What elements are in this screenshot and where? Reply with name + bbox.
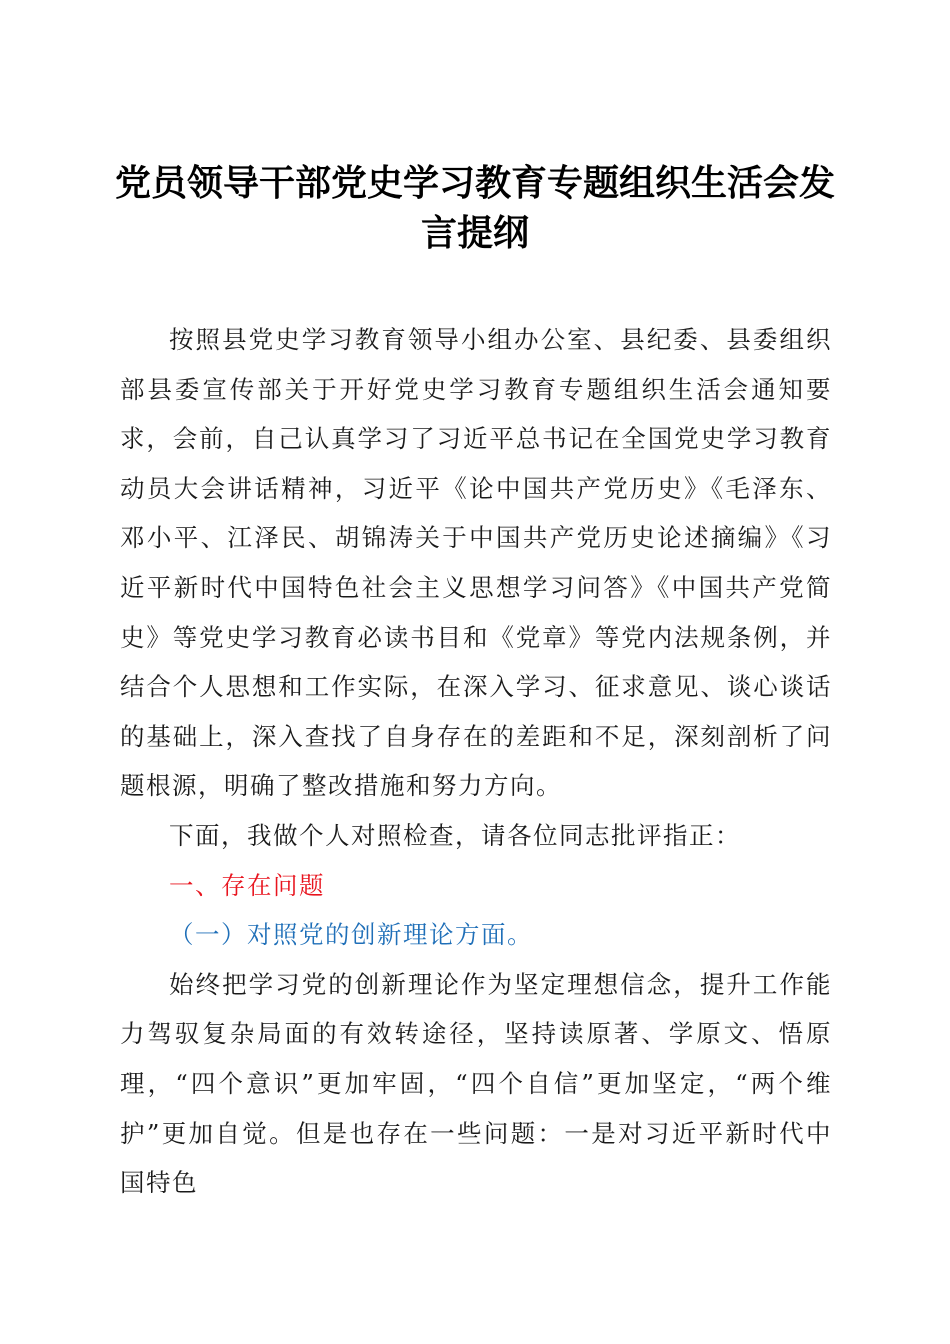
document-body [120,315,832,1208]
section-paragraph: 始终把学习党的创新理论作为坚定理想信念，提升工作能力驾驭复杂局面的有效转途径，坚持读原著、学原文、悟原理，“四个意识”更加牢固，“四个自信”更加坚定，“两个维护”更加自觉。但是也存在一些问题：一是对习近平新时代中国特色 [120,969,832,1198]
intro-paragraph: 按照县党史学习教育领导小组办公室、县纪委、县委组织部县委宣传部关于开好党史学习教育专题组织生活会通知要求，会前，自己认真学习了习近平总书记在全国党史学习教育动员大会讲话精神，习近平《论中国共产党历史》《毛泽东、邓小平、江泽民、胡锦涛关于中国共产党历史论述摘编》《习近平新时代中国特色社会主义思想学习问答》《中国共产党简史》等党史学习教育必读书目和《党章》等党内法规条例，并结合个人思想和工作实际，在深入学习、征求意见、谈心谈话的基础上，深入查找了自身存在的差距和不足，深刻剖析了问题根源，明确了整改措施和努力方向。 [120,325,832,801]
section-heading: 一、存在问题 [169,870,325,900]
document-title: 党员领导干部党史学习教育专题组织生活会发言提纲 [114,162,835,254]
transition-paragraph: 下面，我做个人对照检查，请各位同志批评指正： [169,820,741,850]
subsection-heading: （一）对照党的创新理论方面。 [169,920,533,950]
